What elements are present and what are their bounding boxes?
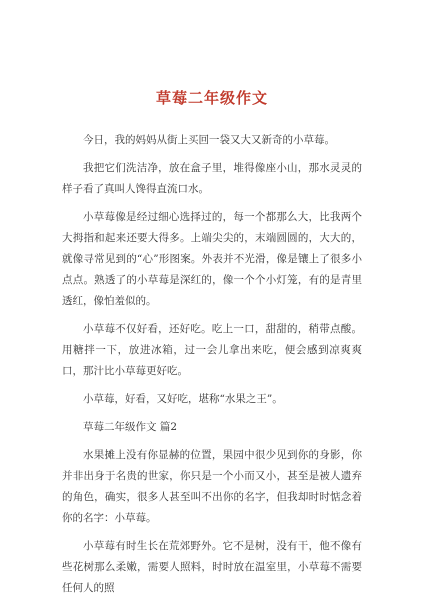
paragraph-1: 今日，我的妈妈从街上买回一袋又大又新奇的小草莓。 [83,134,335,146]
page-title: 草莓二年级作文 [155,89,268,107]
paragraph-2: 我把它们洗洁净，放在盒子里，堆得像座小山，那水灵灵的样子看了真叫人馋得直流口水。 [62,162,362,195]
article-body [62,130,362,599]
paragraph-5: 小草莓，好看，又好吃，堪称“水果之王”。 [83,393,283,405]
paragraph-4: 小草莓不仅好看，还好吃。吃上一口，甜甜的，稍带点酸。用糖拌一下，放进冰箱，过一会儿拿出来吃，便会感到凉爽爽口，那汁比小草莓更好吃。 [62,323,362,377]
paragraph-7: 小草莓有时生长在荒郊野外。它不是树，没有干，他不像有些花树那么柔嫩，需要人照料，时时放在温室里，小草莓不需要任何人的照 [62,540,362,594]
paragraph-6: 水果摊上没有你显赫的位置，果园中很少见到你的身影，你并非出身于名贵的世家，你只是一个小而又小，甚至是被人遗弃的角色，确实，很多人甚至叫不出你的名字，但我却时时惦念着你的名字：小草莓。 [62,449,362,524]
section-heading: 草莓二年级作文 篇2 [83,421,178,433]
paragraph-3: 小草莓像是经过细心选择过的，每一个都那么大，比我两个大拇指和起来还要大得多。上端尖尖的，末端圆圆的，大大的，就像寻常见到的“心”形图案。外表并不光滑，像是镶上了很多小点点。熟透了的小草莓是深红的，像一个个小灯笼，有的是青里透红，像怕羞似的。 [62,211,362,307]
